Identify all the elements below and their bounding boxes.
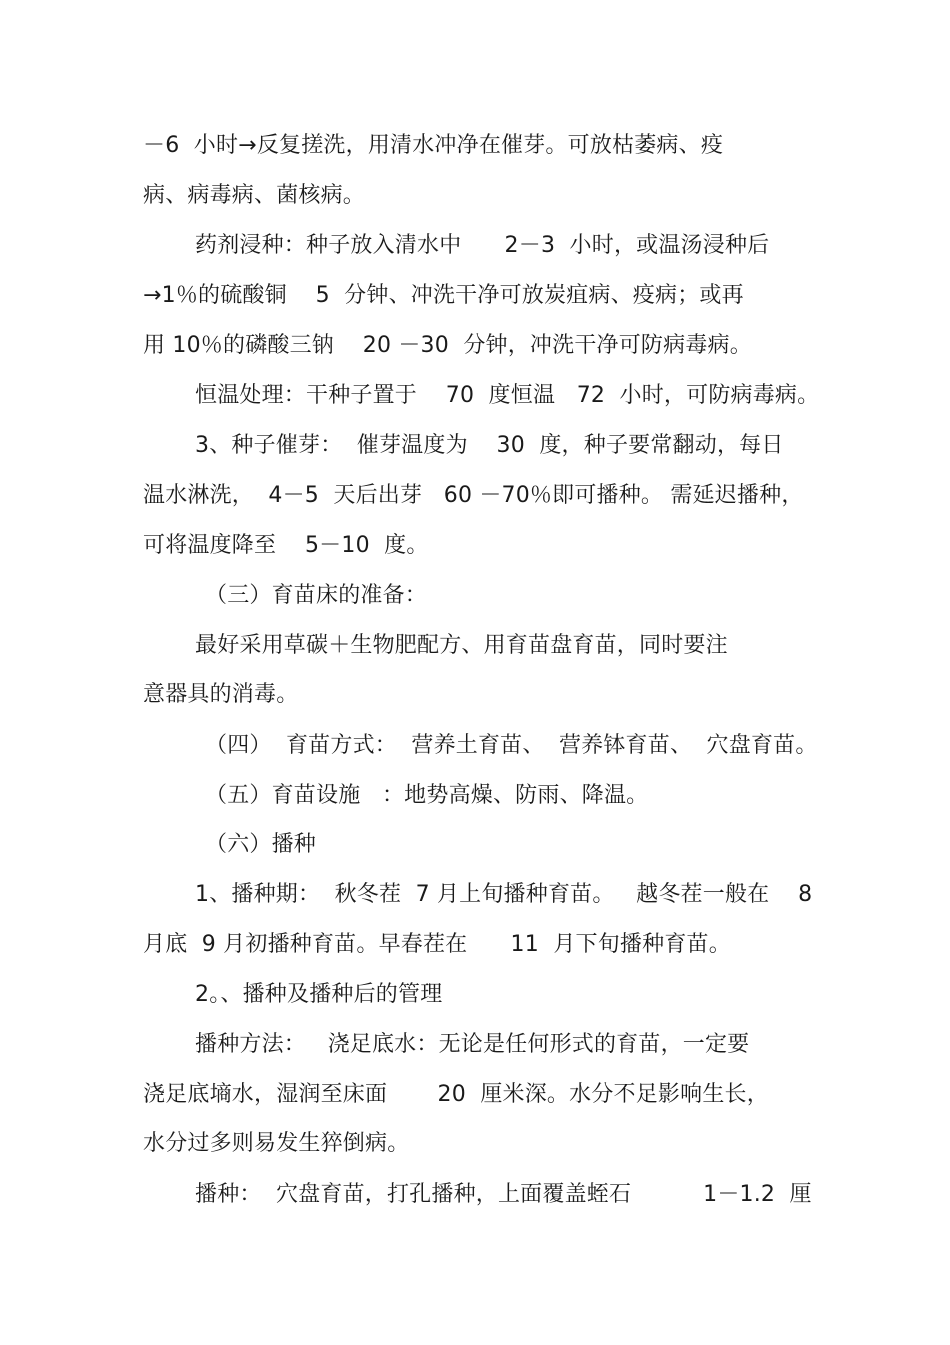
text-line: 2。、播种及播种后的管理 (195, 982, 443, 1007)
text-line: 月底 9 月初播种育苗。早春茬在 11 月下旬播种育苗。 (143, 932, 731, 957)
text-line: 播种方法： 浇足底水：无论是任何形式的育苗，一定要 (195, 1032, 750, 1057)
text-line: 意器具的消毒。 (143, 682, 299, 707)
text-line: 最好采用草碳＋生物肥配方、用育苗盘育苗，同时要注 (195, 633, 728, 658)
section-heading: （四） 育苗方式： 营养土育苗、 营养钵育苗、 穴盘育苗。 (205, 733, 818, 758)
text-line: →1％的硫酸铜 5 分钟、冲洗干净可放炭疽病、疫病；或再 (143, 283, 744, 308)
section-heading: （三）育苗床的准备： (205, 583, 428, 608)
text-line: 药剂浸种：种子放入清水中 2－3 小时，或温汤浸种后 (195, 233, 770, 258)
text-line: 3、种子催芽： 催芽温度为 30 度，种子要常翻动，每日 (195, 433, 784, 458)
text-line: －6 小时→反复搓洗，用清水冲净在催芽。可放枯萎病、疫 (143, 133, 724, 158)
text-line: 水分过多则易发生猝倒病。 (143, 1131, 410, 1156)
text-line: 用 10％的磷酸三钠 20 －30 分钟，冲洗干净可防病毒病。 (143, 333, 752, 358)
text-line: 播种： 穴盘育苗，打孔播种，上面覆盖蛭石 1－1.2 厘 (195, 1182, 812, 1207)
text-line: 温水淋洗， 4－5 天后出芽 60 －70％即可播种。 需延迟播种， (143, 483, 804, 508)
text-line: 浇足底墒水，湿润至床面 20 厘米深。水分不足影响生长， (143, 1082, 769, 1107)
text-line: 恒温处理：干种子置于 70 度恒温 72 小时，可防病毒病。 (195, 383, 820, 408)
section-heading: （五）育苗设施 ：地势高燥、防雨、降温。 (205, 783, 649, 808)
section-heading: （六）播种 (205, 832, 317, 857)
text-line: 可将温度降至 5－10 度。 (143, 533, 429, 558)
text-line: 病、病毒病、菌核病。 (143, 183, 366, 208)
text-line: 1、播种期： 秋冬茬 7 月上旬播种育苗。 越冬茬一般在 8 (195, 882, 813, 907)
